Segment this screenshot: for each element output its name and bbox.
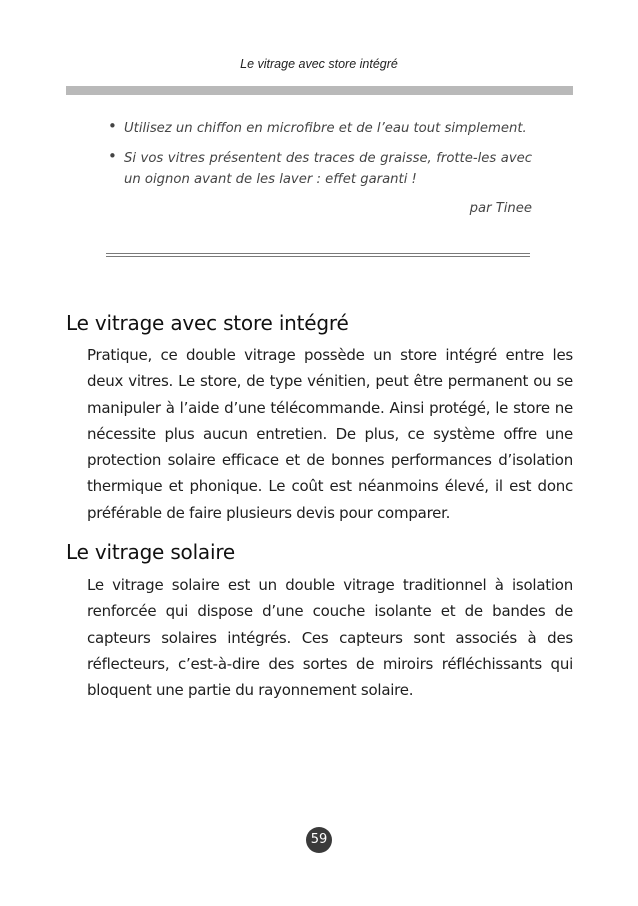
bullet-icon: • (108, 147, 117, 165)
running-head: Le vitrage avec store intégré (240, 57, 398, 71)
page-number-badge: 59 (306, 827, 332, 853)
header-divider-bar (66, 86, 573, 95)
tips-double-rule (106, 253, 530, 257)
section-heading-store: Le vitrage avec store intégré (66, 311, 349, 335)
bullet-icon: • (108, 117, 117, 135)
section-body-store: Pratique, ce double vitrage possède un store intégré entre les deux vitres. Le store, de type vénitien, peut être permanent ou se manipuler à l’aide d’une télécommande. Ainsi protégé, le store ne nécessite plus aucun entretien. De plus, ce système offre une protection solaire efficace et de bonnes performances d’isolation thermique et phonique. Le coût est néanmoins élevé, il est donc préférable de faire plusieurs devis pour comparer. (87, 346, 573, 522)
tips-box (104, 118, 532, 219)
section-body-solaire: Le vitrage solaire est un double vitrage traditionnel à isolation renforcée qui dispose d’une couche isolante et de bandes de capteurs solaires intégrés. Ces capteurs sont associés à des réflecteurs, c’est-à-dire des sortes de miroirs réfléchissants qui bloquent une partie du rayonnement solaire. (87, 576, 573, 700)
tip-text: Si vos vitres présentent des traces de graisse, frotte-les avec un oignon avant de les laver : effet garanti ! (124, 151, 532, 187)
tip-text: Utilisez un chiffon en microfibre et de l’eau tout simplement. (124, 121, 527, 136)
tip-item (104, 118, 532, 139)
tip-item (104, 148, 532, 190)
section-heading-solaire: Le vitrage solaire (66, 540, 236, 564)
tip-signature: par Tinee (469, 201, 532, 216)
